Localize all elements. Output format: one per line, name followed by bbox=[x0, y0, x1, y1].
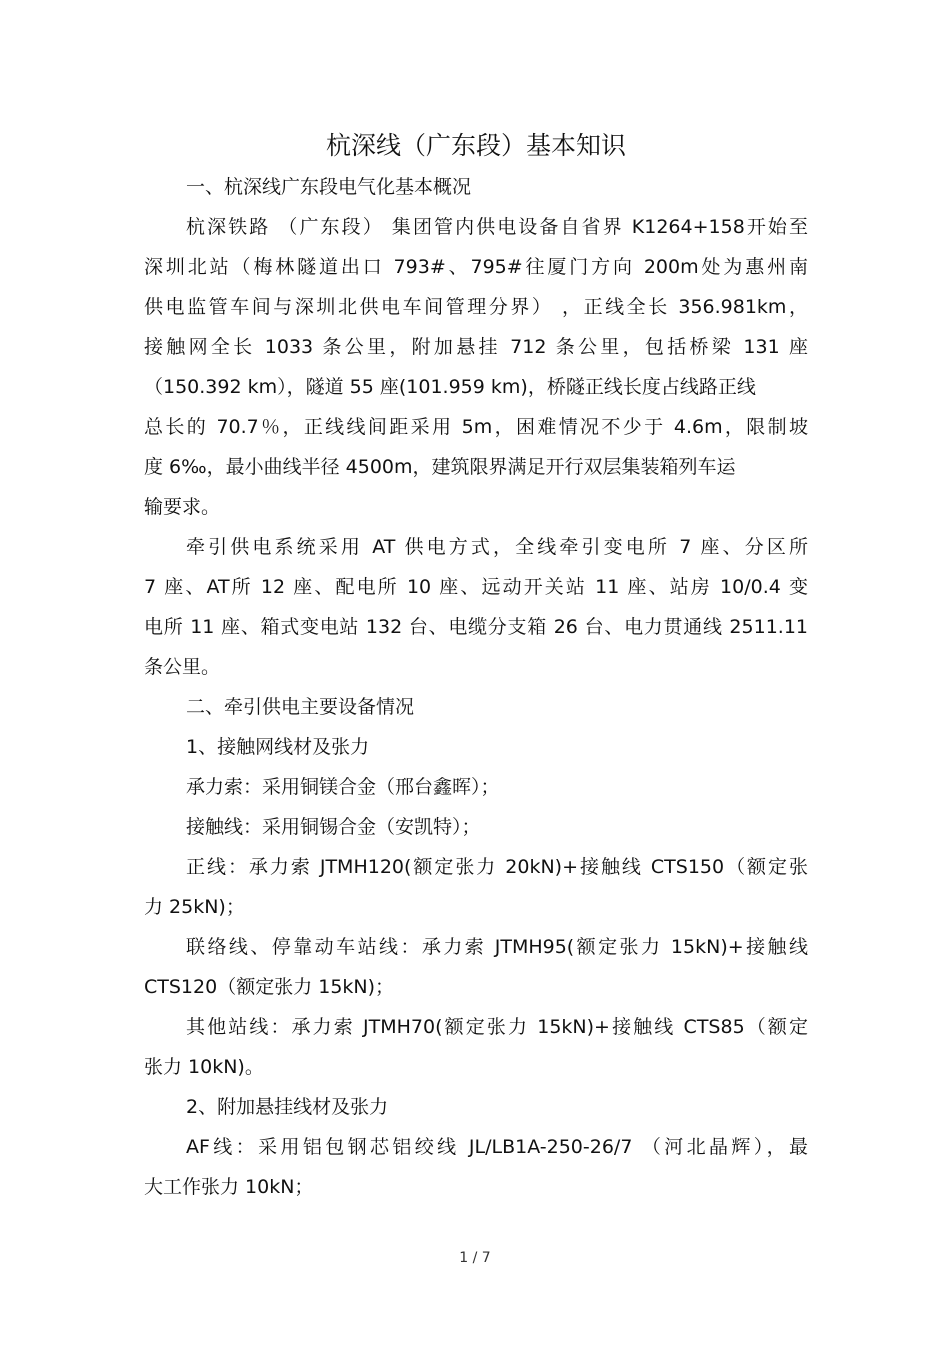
paragraph-line: 总长的 70.7％，正线线间距采用 5m，困难情况不少于 4.6m，限制坡 bbox=[144, 416, 808, 438]
mainline-spec-line: 正线：承力索 JTMH120(额定张力 20kN)+接触线 CTS150（额定张 bbox=[186, 856, 808, 878]
messenger-wire-line: 承力索：采用铜镁合金（邢台鑫晖）； bbox=[186, 776, 500, 798]
section-heading-overview: 一、杭深线广东段电气化基本概况 bbox=[186, 176, 472, 198]
af-wire-spec: AF线：采用铝包钢芯铝绞线 JL/LB1A-250-26/7 （河北晶辉），最 bbox=[186, 1136, 808, 1158]
page-number: 1 / 7 bbox=[459, 1250, 491, 1266]
subsection-heading-feeder: 2、附加悬挂线材及张力 bbox=[186, 1096, 389, 1118]
other-station-spec: 其他站线：承力索 JTMH70(额定张力 15kN)+接触线 CTS85（额定 bbox=[186, 1016, 808, 1038]
other-station-spec: 张力 10kN)。 bbox=[144, 1056, 264, 1078]
connecting-line-spec: CTS120（额定张力 15kN)； bbox=[144, 976, 395, 998]
paragraph-line: （150.392 km），隧道 55 座(101.959 km)，桥隧正线长度占线路正线 bbox=[144, 376, 756, 398]
section-heading-equipment: 二、牵引供电主要设备情况 bbox=[186, 696, 415, 718]
paragraph-line: 条公里。 bbox=[144, 656, 221, 678]
paragraph-line: 7 座、AT所 12 座、配电所 10 座、远动开关站 11 座、站房 10/0.4 变 bbox=[144, 576, 808, 598]
paragraph-line: 输要求。 bbox=[144, 496, 221, 518]
af-wire-spec: 大工作张力 10kN； bbox=[144, 1176, 314, 1198]
contact-wire-line: 接触线：采用铜锡合金（安凯特）； bbox=[186, 816, 481, 838]
document-title: 杭深线（广东段）基本知识 bbox=[325, 131, 626, 160]
paragraph-line: 接触网全长 1033 条公里，附加悬挂 712 条公里，包括桥梁 131 座 bbox=[144, 336, 808, 358]
paragraph-line: 深圳北站（梅林隧道出口 793#、795#往厦门方向 200m处为惠州南 bbox=[144, 256, 808, 278]
paragraph-line: 杭深铁路 （广东段） 集团管内供电设备自省界 K1264+158开始至 bbox=[186, 216, 808, 238]
connecting-line-spec: 联络线、停靠动车站线：承力索 JTMH95(额定张力 15kN)+接触线 bbox=[186, 936, 808, 958]
paragraph-line: 供电监管车间与深圳北供电车间管理分界） ，正线全长 356.981km， bbox=[144, 296, 808, 318]
paragraph-line: 度 6‰，最小曲线半径 4500m，建筑限界满足开行双层集装箱列车运 bbox=[144, 456, 736, 478]
paragraph-line: 电所 11 座、箱式变电站 132 台、电缆分支箱 26 台、电力贯通线 2511.11 bbox=[144, 616, 808, 638]
mainline-spec-line: 力 25kN)； bbox=[144, 896, 245, 918]
paragraph-line: 牵引供电系统采用 AT 供电方式，全线牵引变电所 7 座、分区所 bbox=[186, 536, 808, 558]
subsection-heading-catenary: 1、接触网线材及张力 bbox=[186, 736, 370, 758]
